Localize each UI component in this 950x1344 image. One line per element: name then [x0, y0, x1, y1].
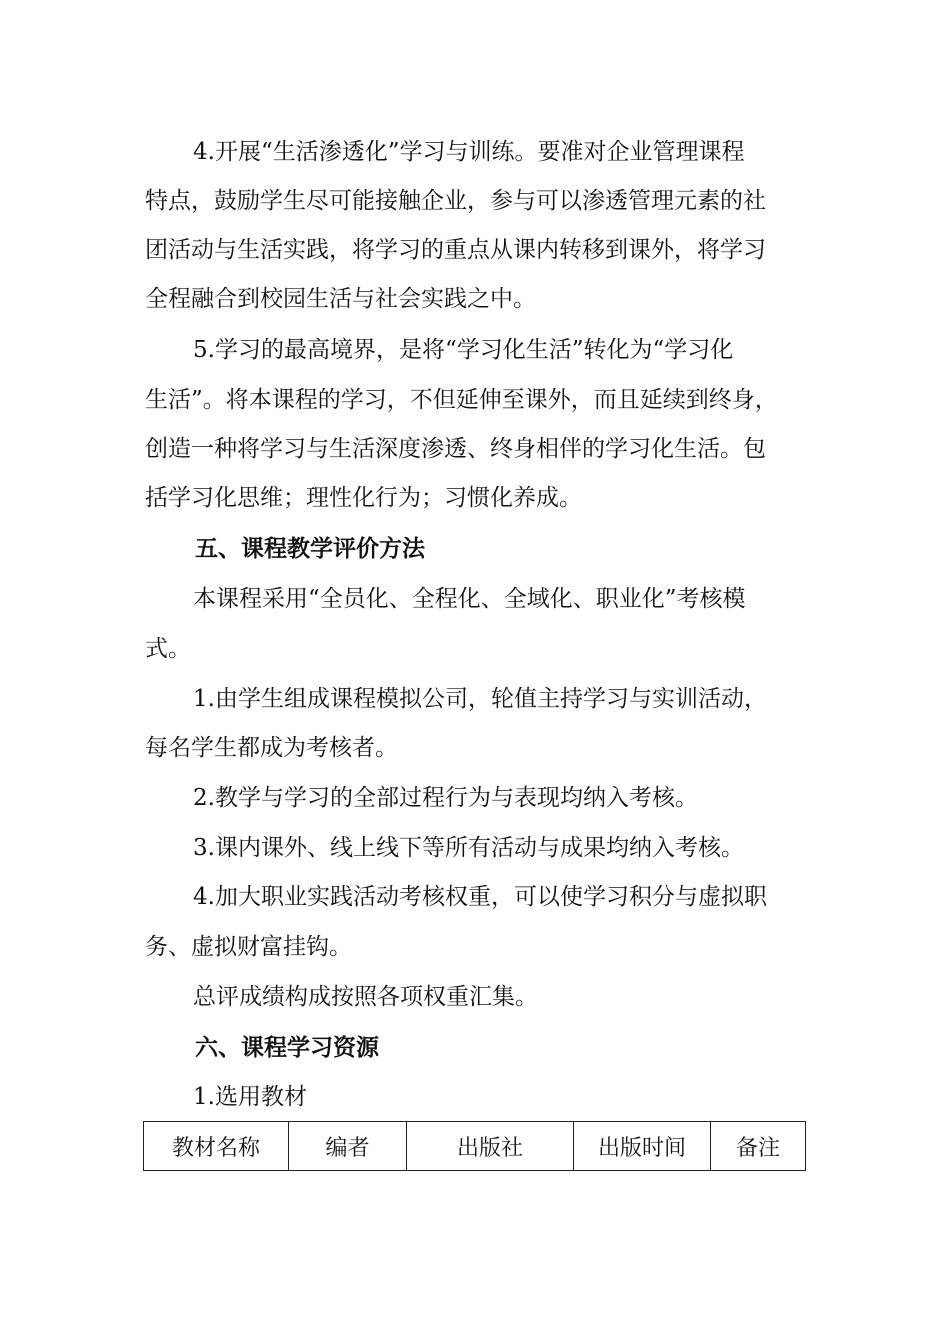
section-5-intro-line-1: 本课程采用“全员化、全程化、全域化、职业化”考核模: [193, 586, 746, 612]
paragraph-4-line-1: 4.开展“生活渗透化”学习与训练。要准对企业管理课程: [193, 139, 745, 165]
paragraph-5-line-2: 生活”。将本课程的学习，不但延伸至课外，而且延续到终身，: [145, 387, 778, 413]
section-5-intro-line-2: 式。: [145, 636, 191, 662]
section-5-item-2: 2.教学与学习的全部过程行为与表现均纳入考核。: [193, 785, 698, 811]
section-6-sub-1: 1.选用教材: [193, 1084, 307, 1110]
paragraph-5-line-1: 5.学习的最高境界，是将“学习化生活”转化为“学习化: [193, 337, 734, 363]
section-5-item-1-line-1: 1.由学生组成课程模拟公司，轮值主持学习与实训活动，: [193, 686, 767, 712]
paragraph-4-line-2: 特点，鼓励学生尽可能接触企业，参与可以渗透管理元素的社: [145, 188, 766, 214]
header-publisher: 出版社: [407, 1122, 574, 1171]
header-textbook-name: 教材名称: [144, 1122, 289, 1171]
header-editor: 编者: [289, 1122, 407, 1171]
section-5-item-4-line-1: 4.加大职业实践活动考核权重，可以使学习积分与虚拟职: [193, 884, 767, 910]
paragraph-4-line-3: 团活动与生活实践，将学习的重点从课内转移到课外，将学习: [145, 237, 766, 263]
header-remarks: 备注: [711, 1122, 806, 1171]
textbook-table: [143, 1121, 806, 1171]
section-5-item-4-line-2: 务、虚拟财富挂钩。: [145, 934, 352, 960]
table-header-row: [144, 1122, 806, 1171]
section-5-heading: 五、课程教学评价方法: [195, 536, 425, 562]
paragraph-5-line-4: 括学习化思维；理性化行为；习惯化养成。: [145, 485, 582, 511]
section-6-heading: 六、课程学习资源: [195, 1035, 379, 1061]
paragraph-5-line-3: 创造一种将学习与生活深度渗透、终身相伴的学习化生活。包: [145, 436, 766, 462]
section-5-item-1-line-2: 每名学生都成为考核者。: [145, 735, 398, 761]
paragraph-4-line-4: 全程融合到校园生活与社会实践之中。: [145, 286, 536, 312]
section-5-summary: 总评成绩构成按照各项权重汇集。: [193, 984, 538, 1010]
section-5-item-3: 3.课内课外、线上线下等所有活动与成果均纳入考核。: [193, 835, 744, 861]
header-publish-date: 出版时间: [574, 1122, 711, 1171]
